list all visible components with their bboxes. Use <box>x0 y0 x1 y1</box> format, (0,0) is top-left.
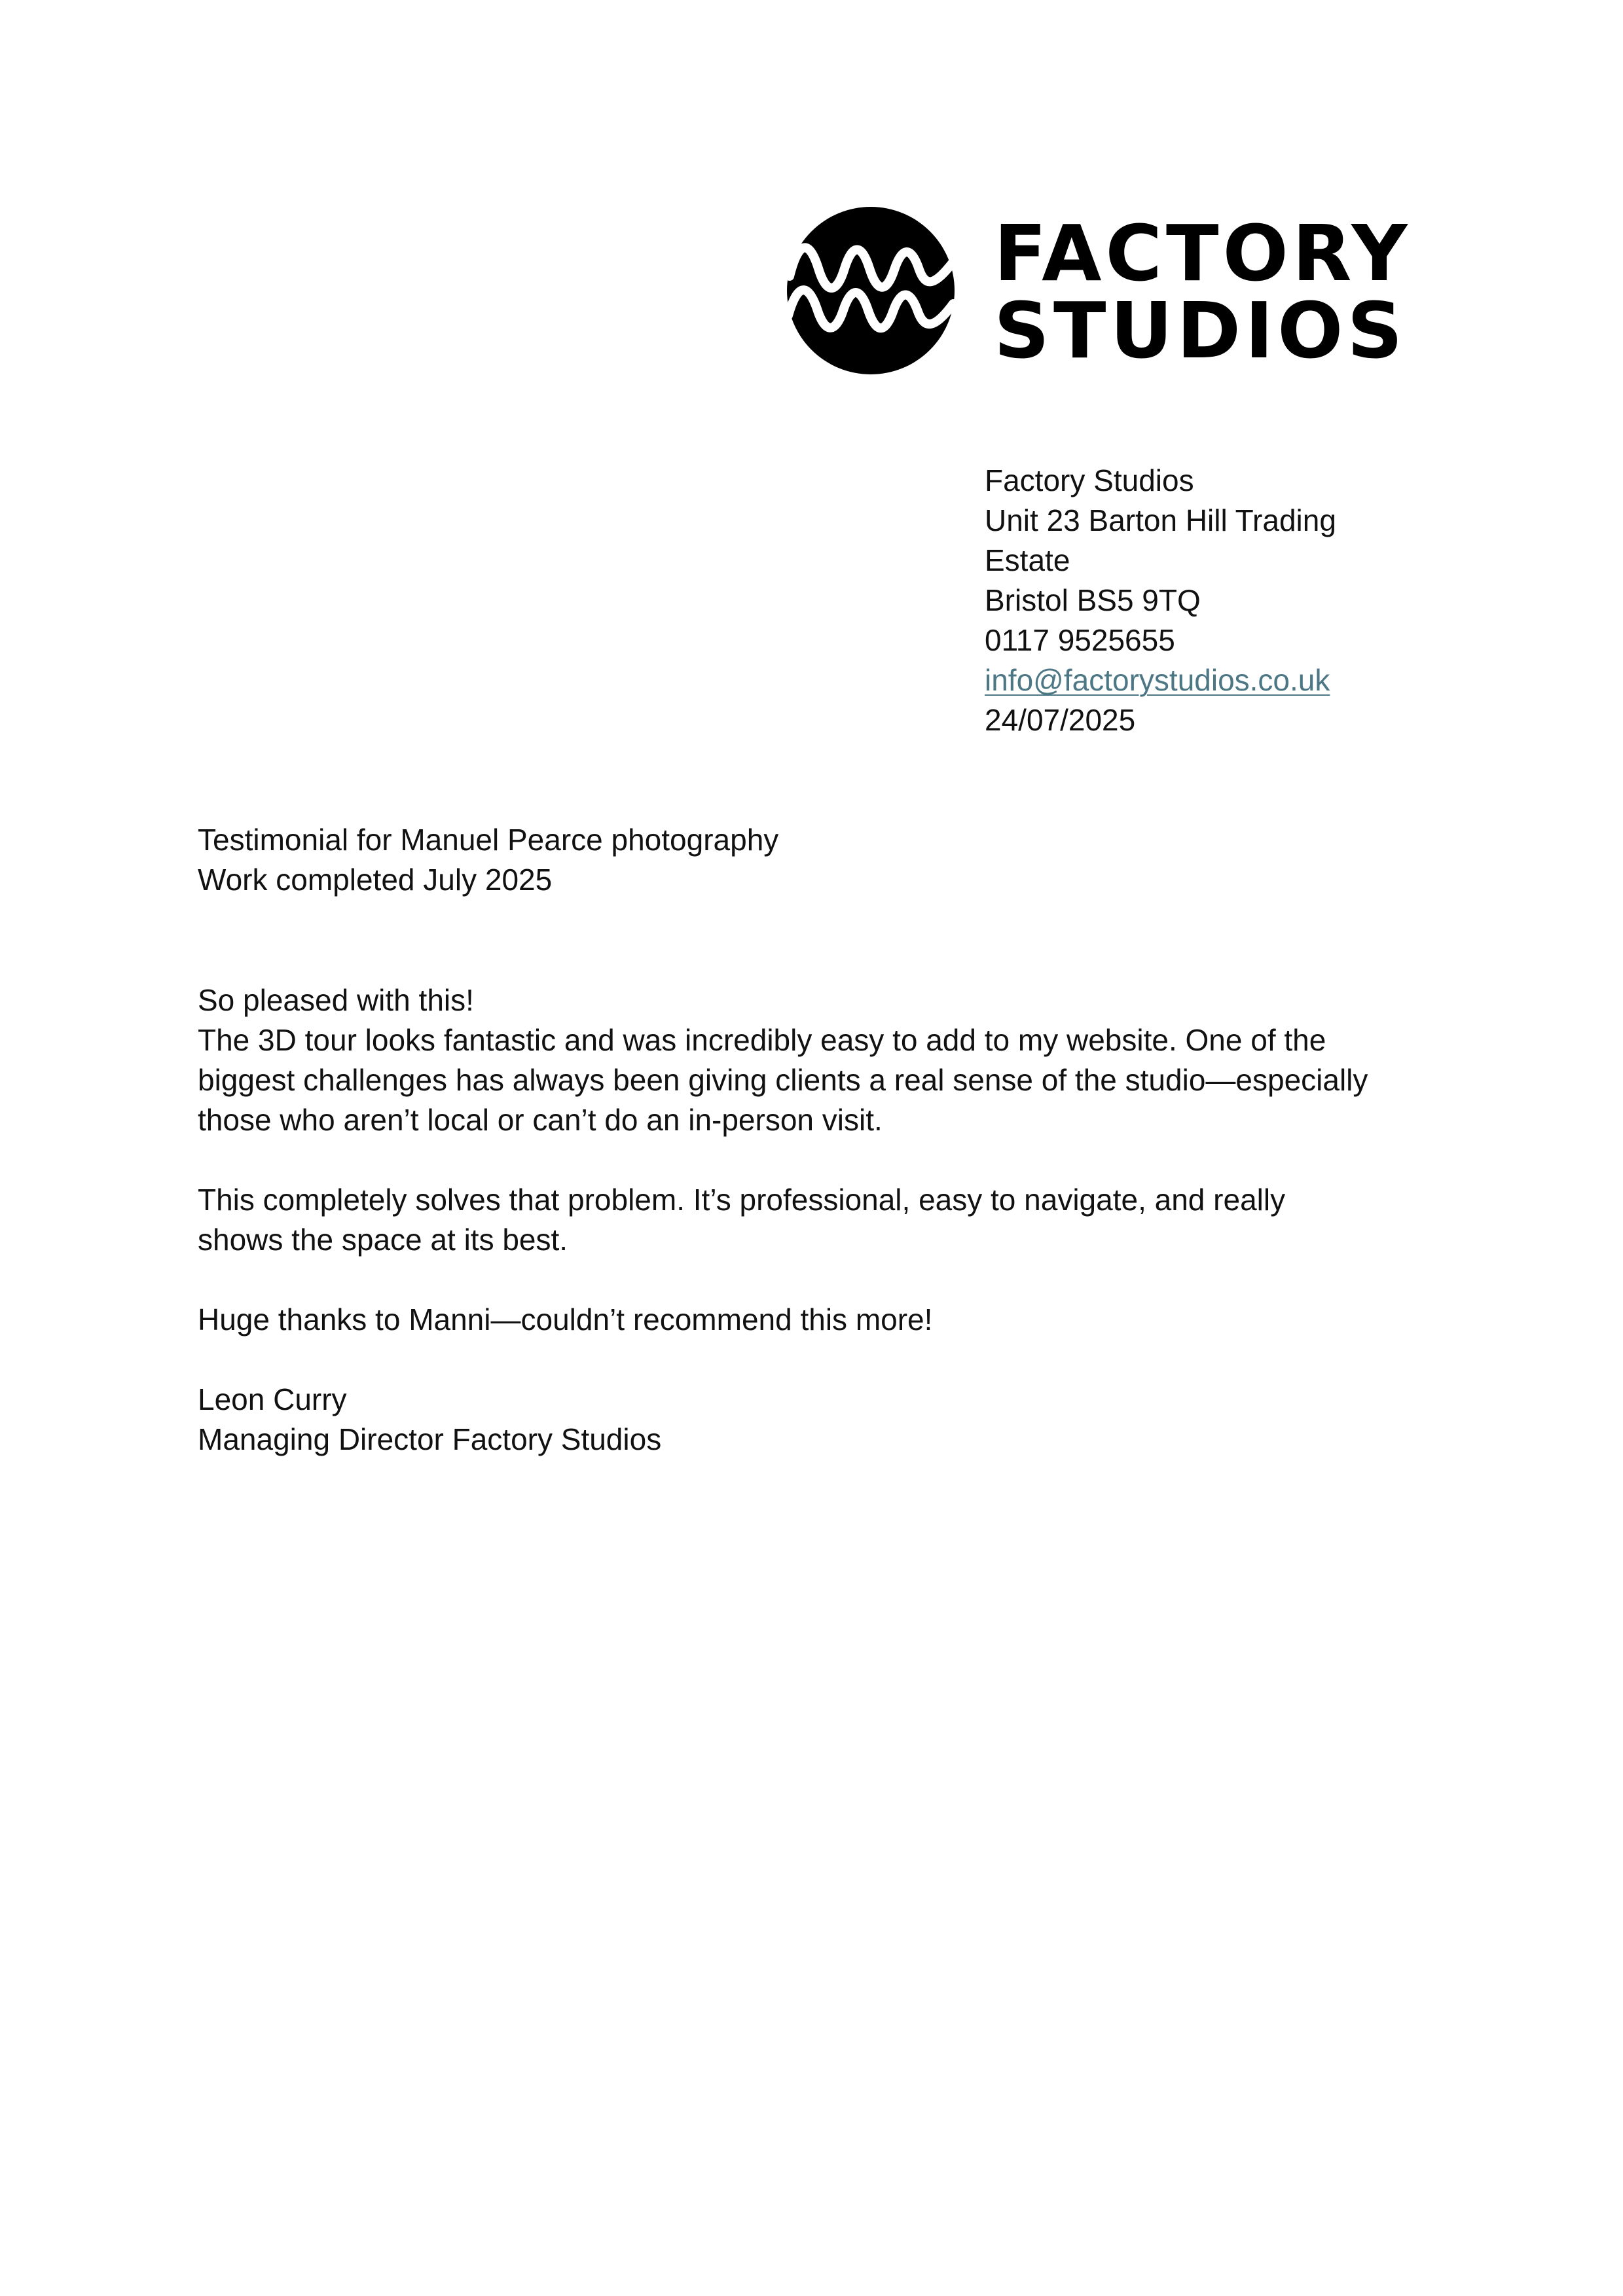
body-paragraph-1-line-3: those who aren’t local or can’t do an in-person visit. <box>198 1103 883 1137</box>
wave-circle-logo-icon <box>786 206 956 376</box>
paragraph-gap <box>198 1260 1368 1300</box>
address-street-line-2: Estate <box>985 543 1070 577</box>
body-paragraph-2-line-1: This completely solves that problem. It’s professional, easy to navigate, and really <box>198 1183 1286 1217</box>
address-company: Factory Studios <box>985 463 1194 497</box>
letter-date: 24/07/2025 <box>985 703 1136 737</box>
sender-address-block <box>985 461 1336 740</box>
signature-title: Managing Director Factory Studios <box>198 1422 662 1456</box>
body-paragraph-3-line-1: Huge thanks to Manni—couldn’t recommend this more! <box>198 1302 933 1336</box>
address-phone: 0117 9525655 <box>985 623 1175 657</box>
body-paragraph-2-line-2: shows the space at its best. <box>198 1223 568 1257</box>
address-street-line-1: Unit 23 Barton Hill Trading <box>985 503 1336 537</box>
letter-body <box>198 980 1368 1460</box>
email-link[interactable]: info@factorystudios.co.uk <box>985 663 1330 697</box>
body-paragraph-1-line-1: The 3D tour looks fantastic and was incredibly easy to add to my website. One of the <box>198 1023 1326 1057</box>
logo-wordmark-line-2: STUDIOS <box>994 285 1407 376</box>
signature-name: Leon Curry <box>198 1382 347 1416</box>
subject-line-2: Work completed July 2025 <box>198 863 553 897</box>
company-logo <box>786 196 1412 380</box>
paragraph-gap <box>198 1340 1368 1380</box>
logo-wordmark-line-1: FACTORY <box>994 208 1412 298</box>
body-paragraph-1-line-2: biggest challenges has always been giving clients a real sense of the studio—especially <box>198 1063 1368 1097</box>
paragraph-gap <box>198 1140 1368 1180</box>
address-city-postcode: Bristol BS5 9TQ <box>985 583 1201 617</box>
body-opening: So pleased with this! <box>198 983 474 1017</box>
subject-block <box>198 820 778 900</box>
subject-line-1: Testimonial for Manuel Pearce photography <box>198 823 779 857</box>
